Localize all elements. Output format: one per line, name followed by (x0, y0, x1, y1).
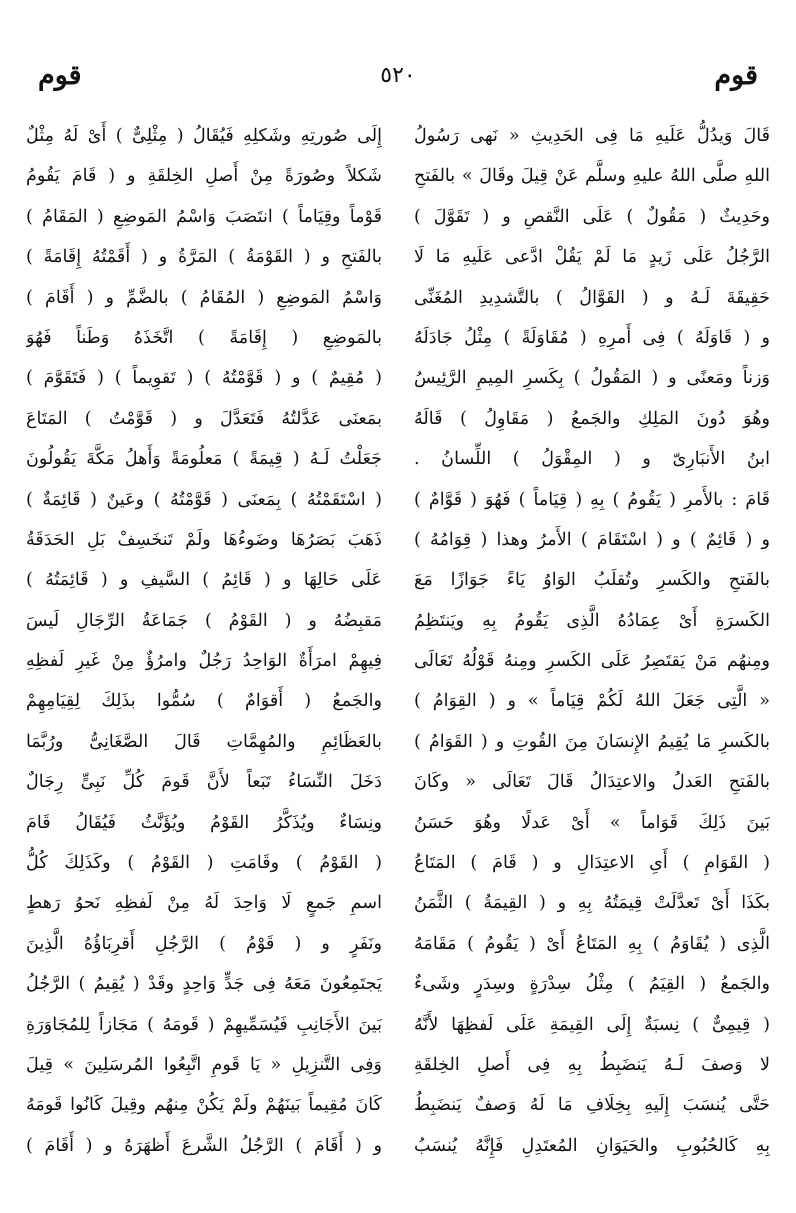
text-line: « الَّتِى جَعَلَ اللهُ لَكُمْ قِيَاماً » و ( القِوَامُ ) (414, 691, 770, 712)
right-text-column (414, 116, 770, 1166)
page-number: ٥٢٠ (380, 63, 416, 88)
text-line: ابنُ الأَنبَارِىّ و ( المِقْوَلُ ) اللِّسانُ . (414, 449, 770, 470)
text-line: شَكلاً وصُورَةً مِنْ أَصلِ الخِلقَةِ و ( قَامَ يَقُومُ (26, 166, 382, 187)
text-line: ( مُقِيمٌ ) و ( قَوَّمْتُهُ ) ( تَقوِيماً ) ( فَتَقَوَّمَ ) (26, 368, 382, 389)
text-line: وهُوَ دُونَ المَلِكِ والجَمعُ ( مَقَاوِلُ ) قَالَهُ (414, 408, 770, 429)
text-line: قَوْماً وقِيَاماً ) انتَصَبَ وَاسْمُ المَوضِعِ ( المَقَامُ ) (26, 206, 382, 227)
text-line: ( القَوْمُ ) وقَامَتِ ( القَوْمُ ) وكَذَلِكَ كُلُّ (26, 853, 382, 874)
text-line: الكَسرَةِ أَىْ عِمَادُهُ الَّذِى يَقُومُ بِهِ ويَنتَظِمُ (414, 610, 770, 631)
text-line: ( القَوَامِ ) أَىِ الاعتِدَالِ و ( قَامَ ) المَتَاعُ (414, 853, 770, 874)
text-line: بَينَ الأَجَانِبِ فَيُسَمِّيهِمْ ( قَومَهُ ) مَجَازاً لِلمُجَاوَرَةِ (26, 1014, 382, 1035)
text-line: مَقبِضُهُ و ( القَوْمُ ) جَمَاعَةُ الرِّجَالِ لَيسَ (26, 610, 382, 631)
text-line: الرَّجُلُ عَلَى زَيدٍ مَا لَمْ يَقُلْ ادَّعى عَلَيهِ مَا لَا (414, 247, 770, 268)
text-line: ومِنهُم مَنْ يَقتَصِرُ عَلَى الكَسرِ ومِنهُ قَوْلُهُ تَعَالَى (414, 651, 770, 672)
text-line: والجَمعُ ( القِيَمُ ) مِثْلُ سِدْرَةٍ وسِدَرٍ وشَىءٌ (414, 974, 770, 995)
text-line: الَّذِى ( يُقَاوَمُ ) بِهِ المَتَاعُ أَىْ ( يَقُومُ ) مَقَامَهُ (414, 933, 770, 954)
page-header (38, 56, 758, 100)
text-line: حَقِيقَةَ لَـهُ و ( القَوَّالُ ) بالتَّشدِيدِ المُغَنِّى (414, 287, 770, 308)
text-line: بالمَوضِعِ ( إِقَامَةً ) اتَّخَذَهُ وَطَناً فَهُوَ (26, 327, 382, 348)
text-line: كَانَ مُقِيماً بَينَهُمْ ولَمْ يَكُنْ مِنهُم وقِيلَ كَانُوا قَومَهُ (26, 1095, 382, 1116)
text-line: فِيهِمْ امرَأَةٌ الوَاحِدُ رَجُلٌ وامرُؤٌ مِنْ غَيرِ لَفظِهِ (26, 651, 382, 672)
text-line: قَامَ : بالأَمرِ ( يَقُومُ ) بِهِ ( قِيَاماً ) فَهُوَ ( قَوَّامٌ ) (414, 489, 770, 510)
text-line: إِلَى صُورتِهِ وشَكلِهِ فَيُقَالُ ( مِثْلِىٌّ ) أَىْ لَهُ مِثْلٌ (26, 126, 382, 146)
text-line: عَلَى حَالِهَا و ( قَائِمُ ) السَّيفِ و ( قَائِمَتُهُ ) (26, 570, 382, 591)
text-line: بِهِ كَالحُبُوبِ والحَيَوَانِ المُعتَدِلِ فَإِنَّهُ يُنسَبُ (414, 1135, 770, 1156)
running-headword-left: قوم (38, 60, 82, 91)
text-line: و ( أَقَامَ ) الرَّجُلُ الشَّرعَ أَظهَرَهُ و ( أَقَامَ ) (26, 1135, 382, 1156)
text-line: والجَمعُ ( أَقوَامٌ ) سُمُّوا بذَلِكَ لِقِيَامِهِمْ (26, 691, 382, 712)
text-line: بالكَسرِ مَا يُقِيمُ الإِنسَانَ مِنَ القُوتِ و ( القَوَامُ ) (414, 731, 770, 752)
text-line: جَعَلْتُ لَـهُ ( قِيمَةً ) مَعلُومَةً وَأَهلُ مَكَّةَ يَقُولُونَ (26, 449, 382, 470)
text-line: اسمِ جَمعٍ لَا وَاحِدَ لَهُ مِنْ لَفظِهِ نَحوُ رَهطٍ (26, 893, 382, 914)
text-line: لا وَصفَ لَـهُ يَنضَبِطُ بِهِ فِى أَصلِ الخِلقَةِ (414, 1054, 770, 1075)
text-line: حَتَّى يُنسَبَ إِلَيهِ بِخِلَافِ مَا لَهُ وَصفٌ يَنضَبِطُ (414, 1095, 770, 1116)
text-line: بالفَتحِ والكَسرِ وتُقلَبُ الوَاوُ يَاءً جَوَازًا مَعَ (414, 570, 770, 591)
text-line: ذَهَبَ بَصَرُهَا وضَوءُهَا ولَمْ تَنخَسِفْ بَلِ الحَدَقَةُ (26, 529, 382, 550)
text-line: وَفِى التَّنزِيلِ « يَا قَومِ اتَّبِعُوا المُرسَلِينَ » قِيلَ (26, 1054, 382, 1075)
text-line: بكَذَا أَىْ تَعدَّلَتْ قِيمَتُهُ بِهِ و ( القِيمَةُ ) الثَّمَنُ (414, 893, 770, 914)
text-line: و ( قَائِمٌ ) و ( اسْتَقَامَ ) الأَمرُ وهذا ( قِوَامُهُ ) (414, 529, 770, 550)
text-line: ( اسْتَقَمْتُهُ ) بِمَعنَى ( قَوَّمْتُهُ ) وعَينٌ ( قَائِمَةٌ ) (26, 489, 382, 510)
text-line: بالفَتحِ العَدلُ والاعتِدَالُ قَالَ تَعَالَى « وكَانَ (414, 772, 770, 793)
text-line: بالفَتحِ و ( القَوْمَةُ ) المَرَّةُ و ( أَقَمْتُهُ إِقَامَةً ) (26, 247, 382, 268)
text-line: ونَفَرٍ و ( قَوْمُ ) الرَّجُلِ أَقرِبَاؤُهُ الَّذِينَ (26, 933, 382, 954)
text-line: وَاسْمُ المَوضِعِ ( المُقَامُ ) بالضَّمِّ و ( أَقَامَ ) (26, 287, 382, 308)
text-line: و ( قَاوَلَهُ ) فِى أَمرِهِ ( مُقَاوَلَةً ) مِثْلُ جَادَلَهُ (414, 327, 770, 348)
text-line: ونِسَاءٌ ويُذَكَّرُ القَوْمُ ويُؤَنَّثُ فَيُقَالُ قَامَ (26, 812, 382, 833)
text-line: بَينَ ذَلِكَ قَوَاماً » أَىْ عَدلًا وهُوَ حَسَنُ (414, 812, 770, 833)
left-text-column (26, 116, 382, 1166)
text-line: دَخَلَ النِّسَاءُ تَبَعاً لأَنَّ قَومَ كُلِّ نَبِىٍّ رِجَالٌ (26, 772, 382, 793)
running-headword-right: قوم (714, 60, 758, 91)
text-line: يَجتَمِعُونَ مَعَهُ فِى جَدٍّ وَاحِدٍ وقَدْ ( يُقِيمُ ) الرَّجُلُ (26, 974, 382, 995)
text-line: بالعَظَائِمِ والمُهِمَّاتِ قَالَ الصَّغَانِىُّ ورُبَّمَا (26, 731, 382, 752)
text-line: قَالَ وَيدُلُّ عَلَيهِ مَا فِى الحَدِيثِ « نَهى رَسُولُ (414, 126, 770, 146)
text-line: بمَعنَى عَدَّلتُهُ فَتَعَدَّلَ و ( قَوَّمْتُ ) المَتَاعَ (26, 408, 382, 429)
text-line: اللهِ صلَّى اللهُ عليهِ وسلَّم عَنْ قِيلَ وقَالَ » بالفَتحِ (414, 166, 770, 187)
text-line: وَزناً ومَعنًى و ( المَقُولُ ) بِكَسرِ المِيمِ الرَّئِيسُ (414, 368, 770, 389)
text-line: ( قِيمِىٌّ ) نِسبَةٌ إِلَى القِيمَةِ عَلَى لَفظِهَا لأَنَّهُ (414, 1014, 770, 1035)
text-line: وحَدِيثٌ ( مَقُولٌ ) عَلَى النَّقصِ و ( تَقَوَّلَ ) (414, 206, 770, 227)
